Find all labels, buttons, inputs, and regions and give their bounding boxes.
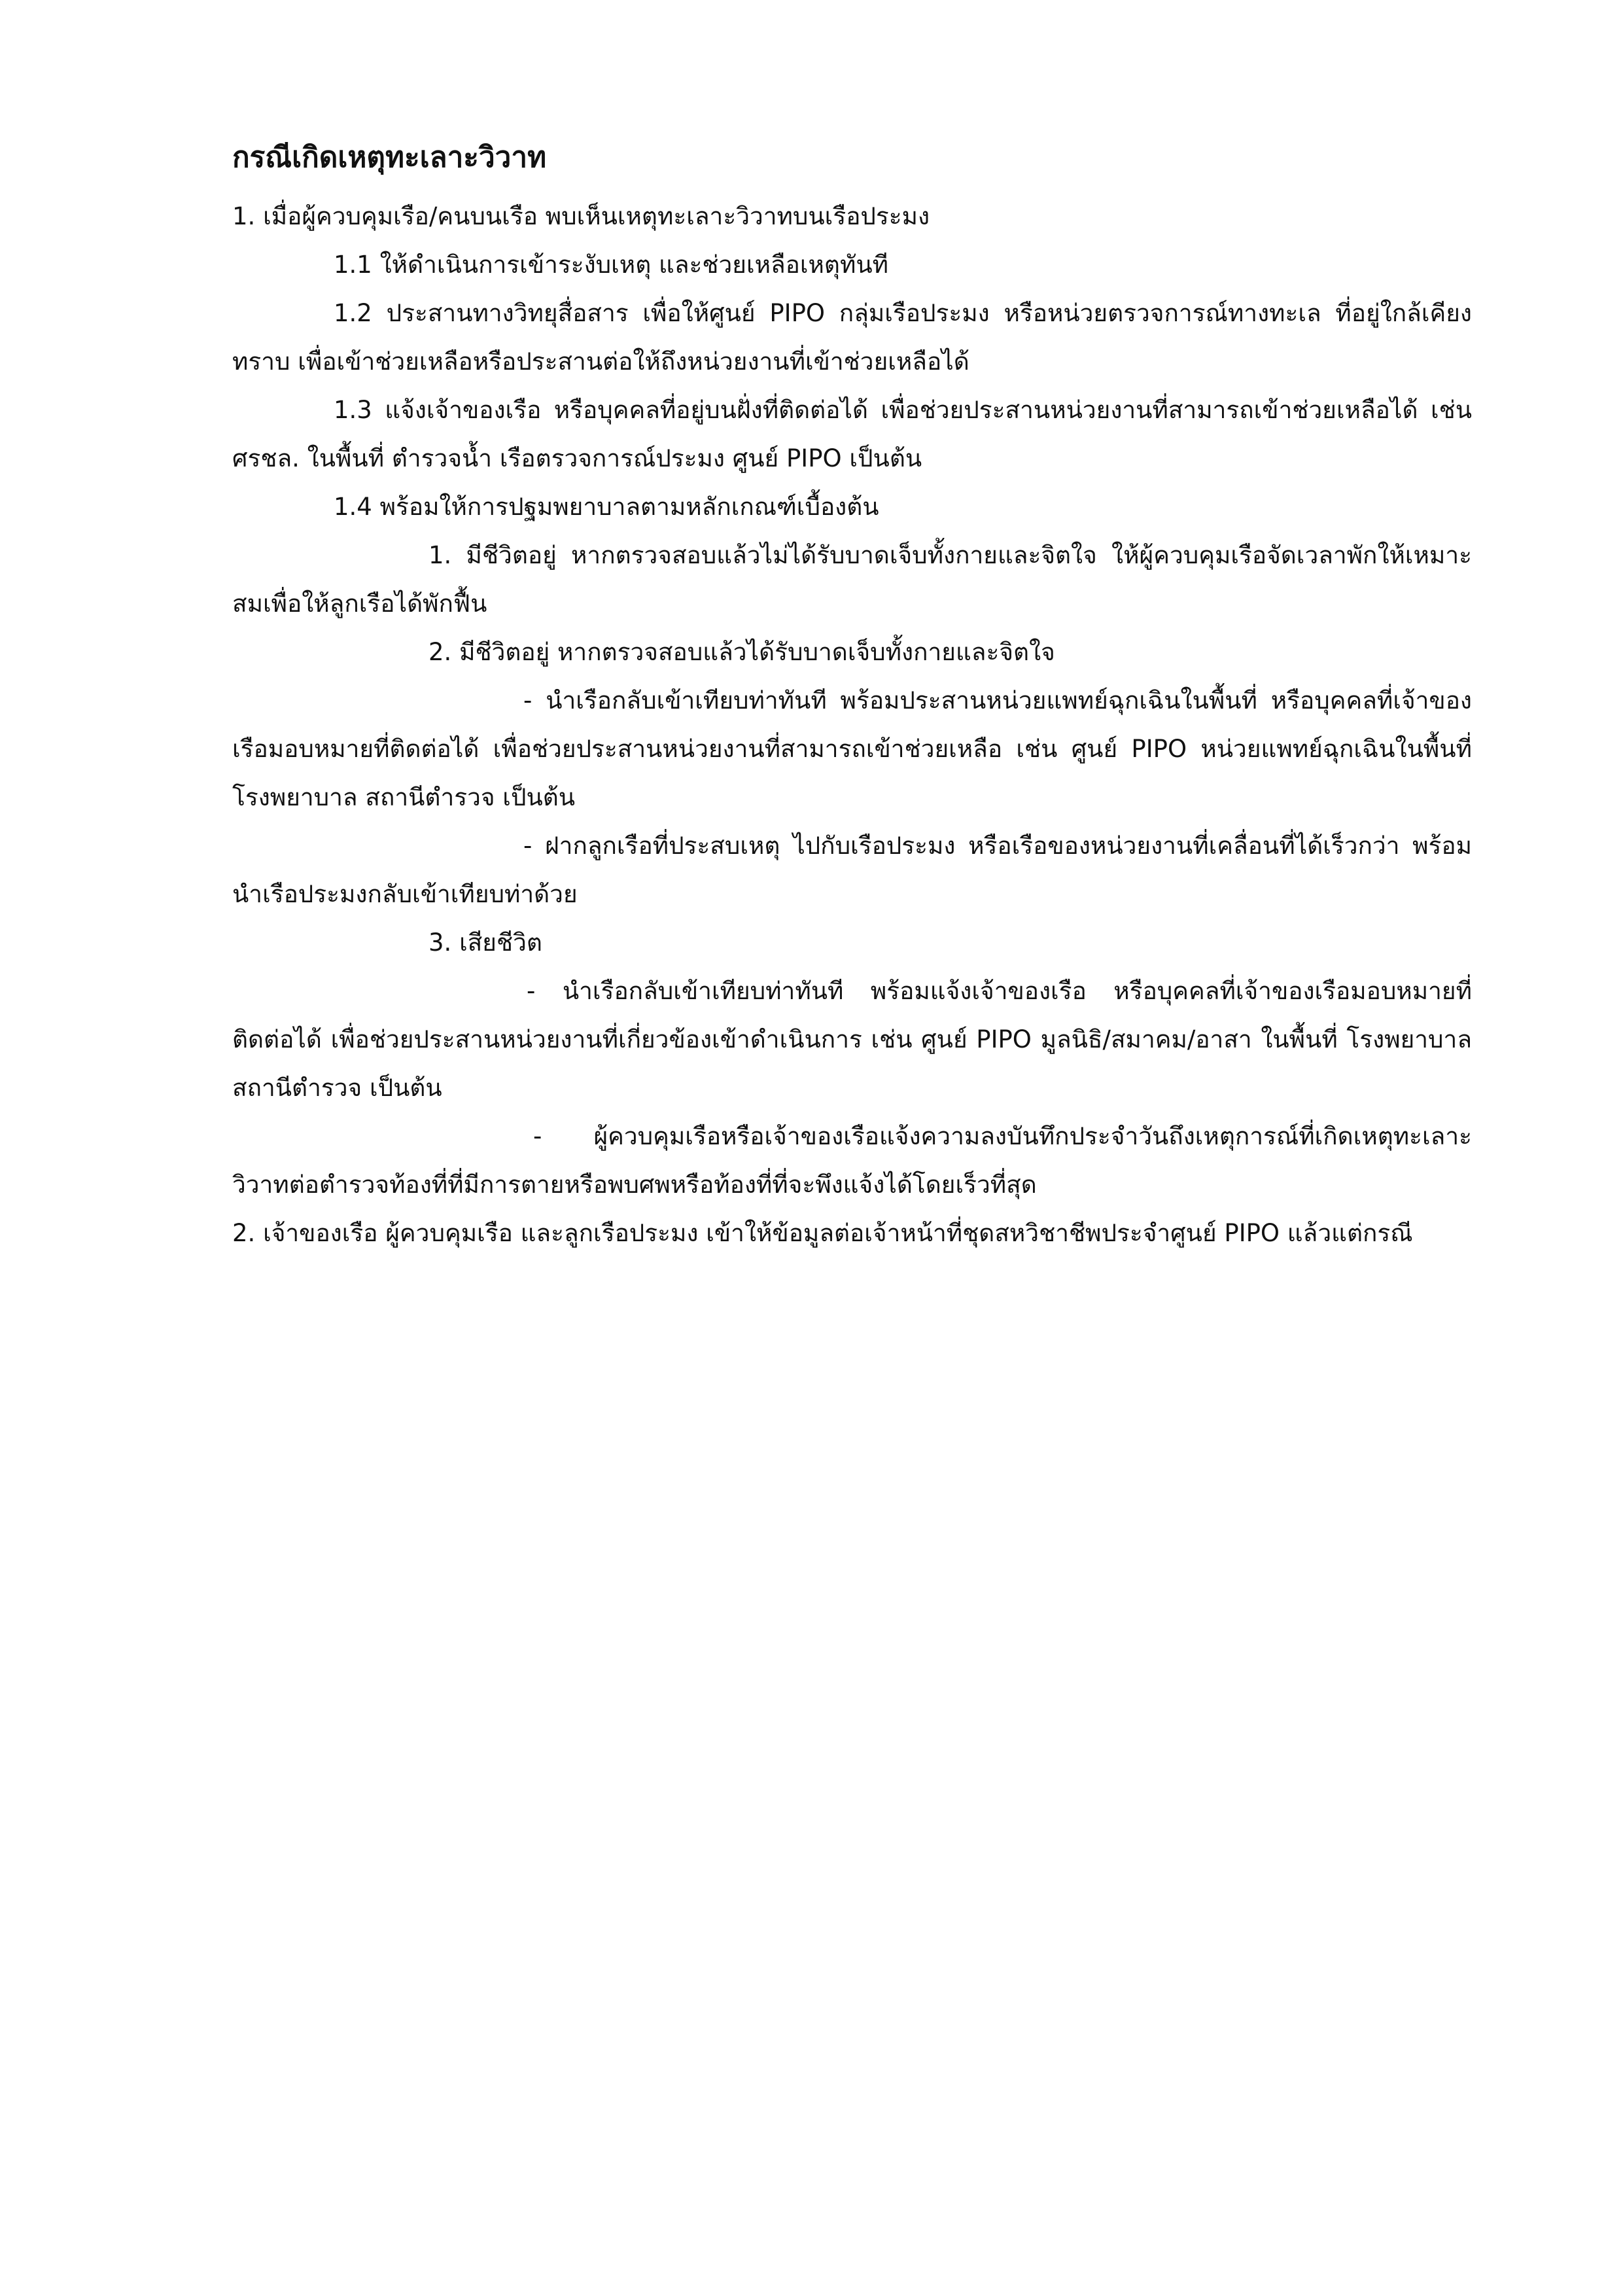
paragraph-case-deceased: 3. เสียชีวิต bbox=[428, 928, 542, 957]
document-title: กรณีเกิดเหตุทะเลาะวิวาท bbox=[232, 141, 547, 174]
paragraph-item-1-1: 1.1 ให้ดำเนินการเข้าระงับเหตุ และช่วยเหลือเหตุทันที bbox=[334, 251, 889, 279]
paragraph-injured-action-transfer: - ฝากลูกเรือที่ประสบเหตุ ไปกับเรือประมง หรือเรือของหน่วยงานที่เคลื่อนที่ได้เร็วกว่า พร้อมนำเรือประมงกลับเข้าเทียบท่าด้วย bbox=[232, 832, 1472, 908]
paragraph-item-1-2: 1.2 ประสานทางวิทยุสื่อสาร เพื่อให้ศูนย์ PIPO กลุ่มเรือประมง หรือหน่วยตรวจการณ์ทางทะเล ที่อยู่ใกล้เคียงทราบ เพื่อเข้าช่วยเหลือหรือประสานต่อให้ถึงหน่วยงานที่เข้าช่วยเหลือได้ bbox=[232, 299, 1472, 376]
paragraph-item-1-3: 1.3 แจ้งเจ้าของเรือ หรือบุคคลที่อยู่บนฝั่งที่ติดต่อได้ เพื่อช่วยประสานหน่วยงานที่สามารถเข้าช่วยเหลือได้ เช่น ศรชล. ในพื้นที่ ตำรวจน้ำ เรือตรวจการณ์ประมง ศูนย์ PIPO เป็นต้น bbox=[232, 396, 1472, 472]
paragraph-deceased-action-report: - ผู้ควบคุมเรือหรือเจ้าของเรือแจ้งความลงบันทึกประจำวันถึงเหตุการณ์ที่เกิดเหตุทะเลาะวิวาทต่อตำรวจท้องที่ที่มีการตายหรือพบศพหรือท้องที่ที่จะพึงแจ้งได้โดยเร็วที่สุด bbox=[232, 1122, 1472, 1199]
paragraph-case-alive-uninjured: 1. มีชีวิตอยู่ หากตรวจสอบแล้วไม่ได้รับบาดเจ็บทั้งกายและจิตใจ ให้ผู้ควบคุมเรือจัดเวลาพักให้เหมาะสมเพื่อให้ลูกเรือได้พักฟื้น bbox=[232, 541, 1472, 618]
paragraph-item-1-4: 1.4 พร้อมให้การปฐมพยาบาลตามหลักเกณฑ์เบื้องต้น bbox=[334, 493, 879, 521]
paragraph-section-2: 2. เจ้าของเรือ ผู้ควบคุมเรือ และลูกเรือประมง เข้าให้ข้อมูลต่อเจ้าหน้าที่ชุดสหวิชาชีพประจำศูนย์ PIPO แล้วแต่กรณี bbox=[232, 1219, 1413, 1247]
document-page bbox=[232, 137, 1472, 1258]
paragraph-case-alive-injured: 2. มีชีวิตอยู่ หากตรวจสอบแล้วได้รับบาดเจ็บทั้งกายและจิตใจ bbox=[428, 638, 1055, 666]
paragraph-section-1: 1. เมื่อผู้ควบคุมเรือ/คนบนเรือ พบเห็นเหตุทะเลาะวิวาทบนเรือประมง bbox=[232, 202, 930, 230]
paragraph-deceased-action-return: - นำเรือกลับเข้าเทียบท่าทันที พร้อมแจ้งเจ้าของเรือ หรือบุคคลที่เจ้าของเรือมอบหมายที่ติดต่อได้ เพื่อช่วยประสานหน่วยงานที่เกี่ยวข้องเข้าดำเนินการ เช่น ศูนย์ PIPO มูลนิธิ/สมาคม/อาสา ในพื้นที่ โรงพยาบาล สถานีตำรวจ เป็นต้น bbox=[232, 977, 1472, 1102]
paragraph-injured-action-return: - นำเรือกลับเข้าเทียบท่าทันที พร้อมประสานหน่วยแพทย์ฉุกเฉินในพื้นที่ หรือบุคคลที่เจ้าของเรือมอบหมายที่ติดต่อได้ เพื่อช่วยประสานหน่วยงานที่สามารถเข้าช่วยเหลือ เช่น ศูนย์ PIPO หน่วยแพทย์ฉุกเฉินในพื้นที่ โรงพยาบาล สถานีตำรวจ เป็นต้น bbox=[232, 686, 1472, 811]
